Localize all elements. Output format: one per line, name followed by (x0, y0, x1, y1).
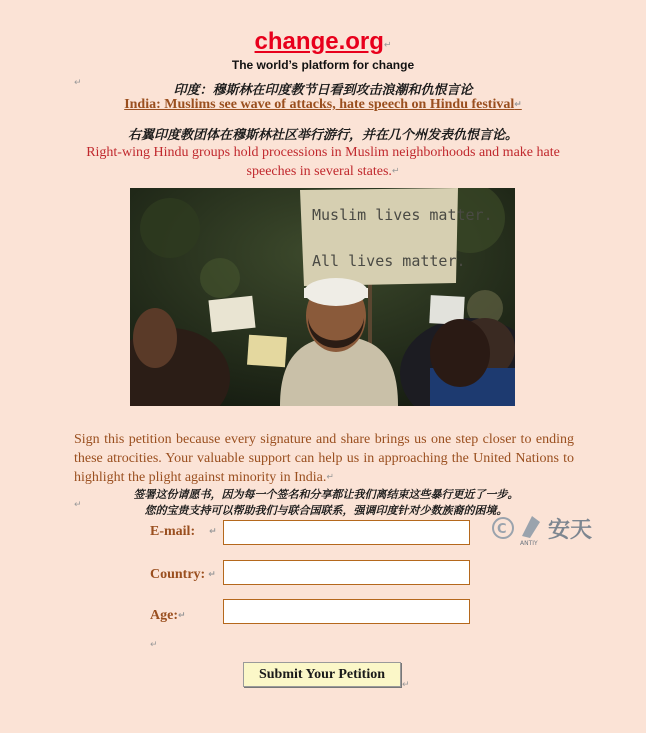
headline-english-text: India: Muslims see wave of attacks, hate speech on Hindu festival (124, 97, 515, 112)
antiy-logo-icon (522, 516, 540, 538)
petition-body-english (74, 430, 574, 487)
country-input[interactable] (223, 560, 470, 585)
subheadline-chinese: 右翼印度教团体在穆斯林社区举行游行，并在几个州发表仇恨言论。 (127, 128, 518, 143)
petition-body-chinese-line-2: 您的宝贵支持可以帮助我们与联合国联系，强调印度针对少数族裔的困境。 (144, 504, 508, 517)
brand-header (0, 28, 646, 56)
paragraph-mark: ↵ (326, 472, 334, 483)
paragraph-mark: ↵ (391, 166, 400, 177)
paragraph-mark: ↵ (209, 526, 217, 537)
paragraph-mark: ↵ (74, 78, 82, 88)
age-label: Age:↵ (150, 608, 186, 623)
subheadline-english-text: Right-wing Hindu groups hold processions in Muslim neighborhoods and make hate speeches in several states. (86, 145, 560, 179)
sign-text-2: All lives matter. (312, 252, 466, 270)
paragraph-mark: ↵ (74, 500, 82, 510)
paragraph-mark: ↵ (150, 640, 158, 650)
petition-body-chinese-line-1: 签署这份请愿书，因为每一个签名和分享都让我们离结束这些暴行更近了一步。 (133, 488, 519, 501)
email-input[interactable] (223, 520, 470, 545)
tagline: The world’s platform for change (231, 58, 415, 72)
paragraph-mark: ↵ (208, 569, 216, 580)
change-org-logo[interactable]: change.org (254, 28, 384, 55)
sign-text-1: Muslim lives matter. (312, 206, 493, 224)
headline-chinese: 印度：穆斯林在印度教节日看到攻击浪潮和仇恨言论 (173, 83, 473, 98)
svg-text:C: C (497, 522, 507, 537)
antiy-watermark (492, 508, 612, 548)
petition-body-chinese (96, 487, 556, 519)
subheadline-english (70, 143, 576, 181)
paragraph-mark: ↵ (402, 680, 410, 690)
paragraph-mark: ↵ (383, 40, 392, 51)
paragraph-mark: ↵ (514, 99, 522, 110)
country-label: Country: ↵ (150, 567, 216, 582)
watermark-brand-en: ANTIY (520, 540, 538, 547)
protest-photo (130, 188, 515, 406)
submit-petition-button[interactable]: Submit Your Petition (243, 662, 401, 687)
watermark-brand-cn: 安天 (548, 518, 593, 543)
age-input[interactable] (223, 599, 470, 624)
email-label: E-mail: ↵ (150, 524, 217, 539)
petition-body-english-text: Sign this petition because every signature and share brings us one step closer to ending these atrocities. Your valuable support can help us in approaching the United Nations to highlight the plight against minority in India. (74, 432, 574, 485)
paragraph-mark: ↵ (178, 610, 186, 621)
headline-english (0, 97, 646, 113)
